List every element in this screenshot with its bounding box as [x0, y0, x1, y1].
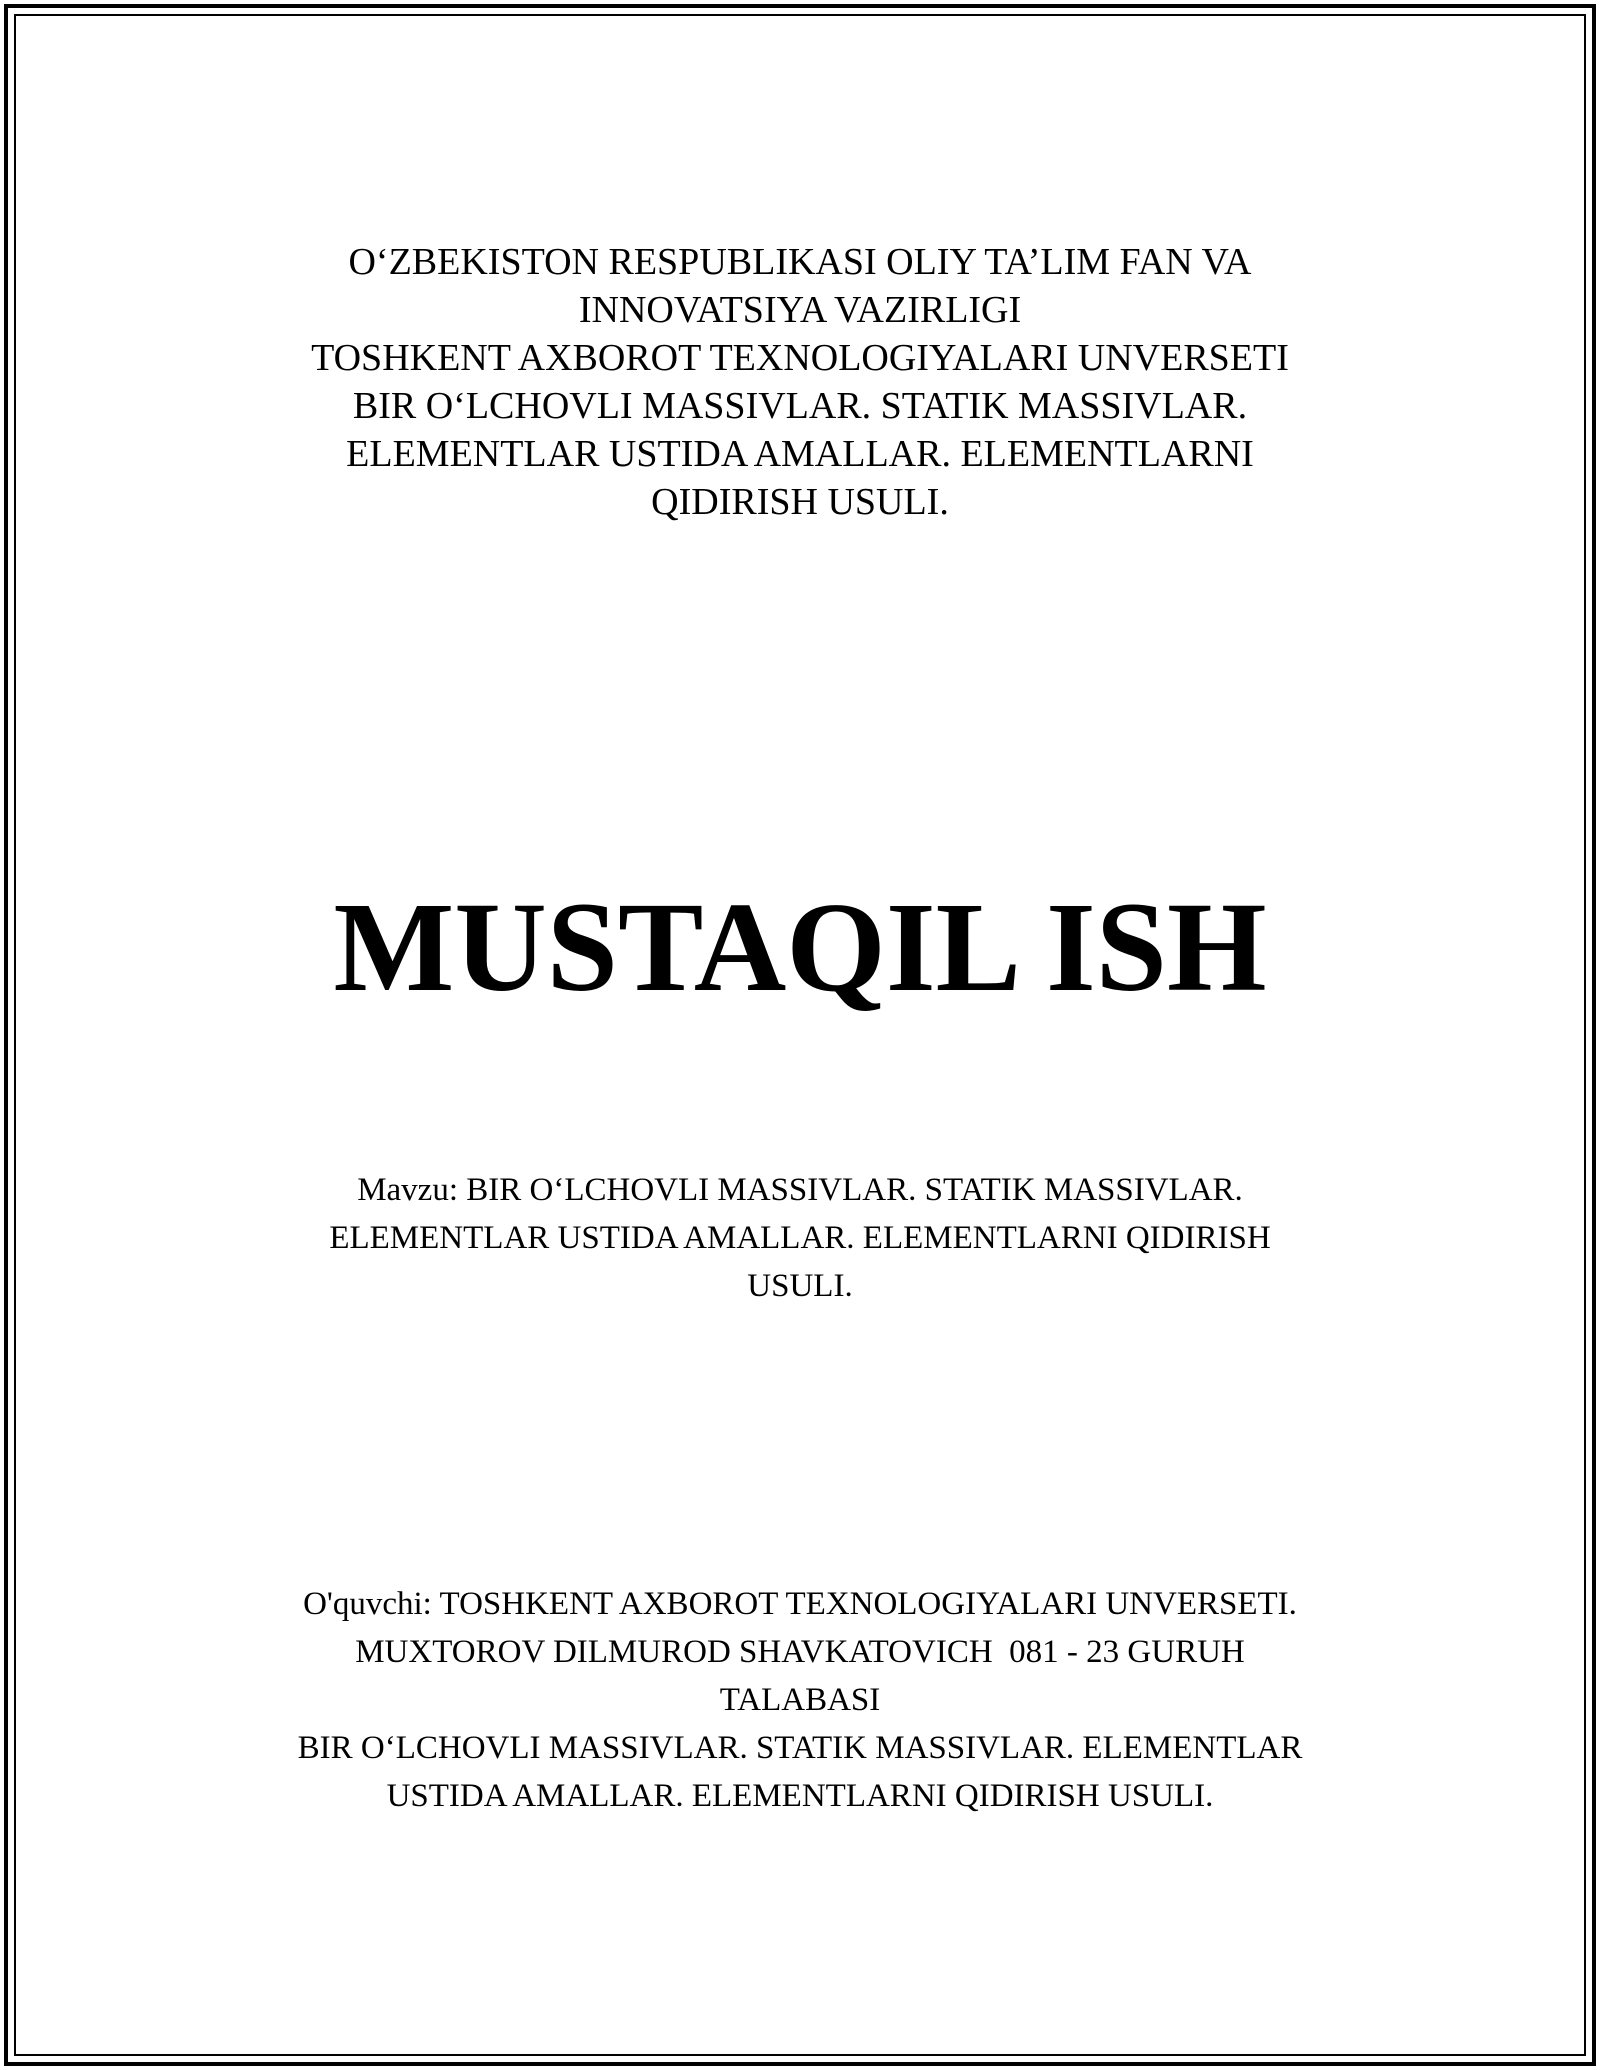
document-title: MUSTAQIL ISH — [333, 876, 1267, 1018]
header-line: TOSHKENT AXBOROT TEXNOLOGIYALARI UNVERSETI — [311, 337, 1289, 379]
student-line: TALABASI — [719, 1682, 881, 1718]
student-block — [0, 1580, 1600, 1820]
header-line: O‘ZBEKISTON RESPUBLIKASI OLIY TA’LIM FAN VA — [348, 241, 1252, 283]
topic-line: ELEMENTLAR USTIDA AMALLAR. ELEMENTLARNI QIDIRISH — [329, 1220, 1271, 1256]
topic-line: USULI. — [747, 1268, 853, 1304]
student-line: O'quvchi: TOSHKENT AXBOROT TEXNOLOGIYALARI UNVERSETI. — [303, 1586, 1297, 1622]
topic-block — [0, 1166, 1600, 1310]
student-line: USTIDA AMALLAR. ELEMENTLARNI QIDIRISH USULI. — [386, 1778, 1214, 1814]
header-line: BIR O‘LCHOVLI MASSIVLAR. STATIK MASSIVLAR. — [352, 385, 1248, 427]
student-line: MUXTOROV DILMUROD SHAVKATOVICH 081 - 23 GURUH — [355, 1634, 1245, 1670]
header-line: QIDIRISH USULI. — [651, 481, 949, 523]
topic-line: Mavzu: BIR O‘LCHOVLI MASSIVLAR. STATIK MASSIVLAR. — [357, 1172, 1243, 1208]
student-line: BIR O‘LCHOVLI MASSIVLAR. STATIK MASSIVLAR. ELEMENTLAR — [297, 1730, 1303, 1766]
institution-header — [0, 238, 1600, 526]
header-line: INNOVATSIYA VAZIRLIGI — [578, 289, 1022, 331]
header-line: ELEMENTLAR USTIDA AMALLAR. ELEMENTLARNI — [346, 433, 1254, 475]
